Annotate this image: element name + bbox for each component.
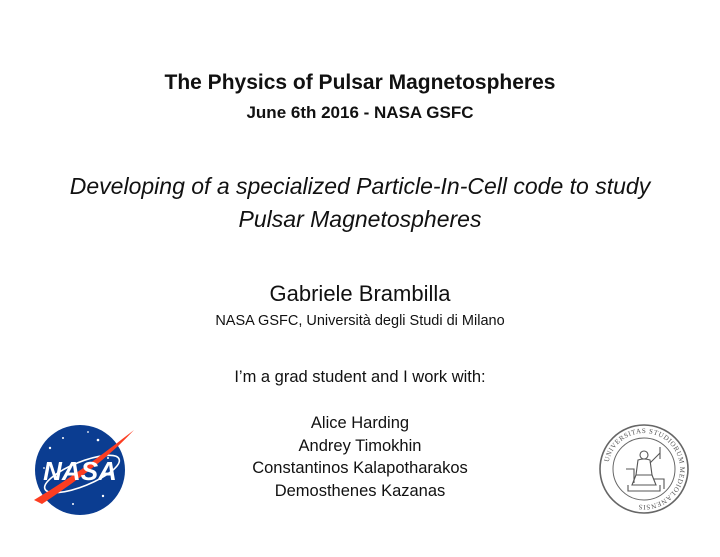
conference-title: The Physics of Pulsar Magnetospheres [164,71,556,94]
collaborator-name: Alice Harding [310,414,410,432]
speaker-name: Gabriele Brambilla [269,281,451,306]
nasa-logo-text: NASA [43,456,117,486]
collaborator-name: Demosthenes Kazanas [274,481,446,500]
seal-text: UNIVERSITAS STUDIORUM MEDIOLANENSIS [602,426,687,512]
university-seal-logo [598,423,690,515]
talk-title-line-1: Developing of a specialized Particle-In-Cell code to study [69,173,651,199]
talk-title-line-2: Pulsar Magnetospheres [238,206,482,232]
collaborators-intro: I’m a grad student and I work with: [234,368,486,386]
speaker-affiliation: NASA GSFC, Università degli Studi di Milano [215,313,505,329]
conference-date-location: June 6th 2016 - NASA GSFC [246,103,474,122]
collaborator-name: Andrey Timokhin [298,436,422,455]
talk-title [0,170,720,236]
collaborator-name: Constantinos Kalapotharakos [252,459,468,477]
nasa-meatball-logo [28,418,138,518]
